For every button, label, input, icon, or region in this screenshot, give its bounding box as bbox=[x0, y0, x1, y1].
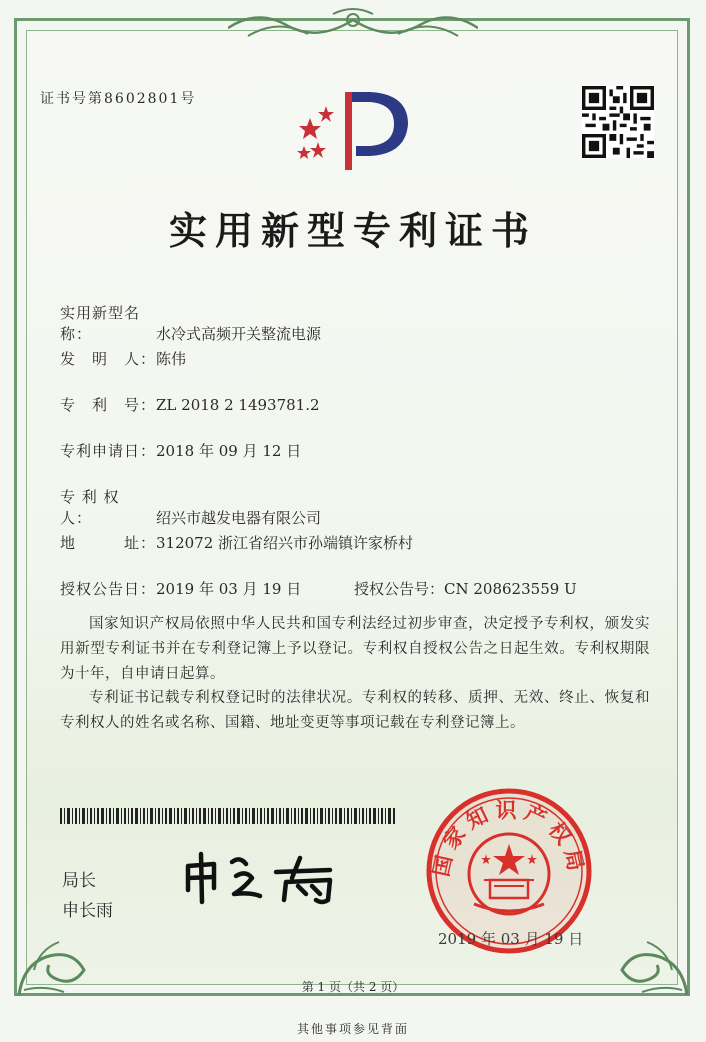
signatory-title: 局长 bbox=[62, 871, 96, 891]
field-grant-date-value: 2019 年 03 月 19 日 bbox=[156, 580, 302, 598]
field-inventor-label: 发 明 人： bbox=[60, 350, 157, 368]
field-grant-no-value: CN 208623559 U bbox=[444, 580, 577, 598]
svg-text:国家知识产权局: 国家知识产权局 bbox=[428, 798, 590, 879]
paragraph-1: 国家知识产权局依照中华人民共和国专利法经过初步审查，决定授予专利权，颁发实用新型专利证书并在专利登记簿上予以登记。专利权自授权公告之日起生效。专利权期限为十年，自申请日起算。 bbox=[60, 616, 650, 682]
field-patentee bbox=[60, 486, 321, 528]
field-patent-no bbox=[60, 394, 320, 415]
field-grant-no-label: 授权公告号： bbox=[354, 580, 445, 598]
field-address-label: 地 址： bbox=[60, 534, 157, 552]
field-filing-date bbox=[60, 440, 301, 461]
field-address bbox=[60, 532, 413, 553]
field-patent-no-value: ZL 2018 2 1493781.2 bbox=[156, 396, 320, 414]
page-number: 第 1 页（共 2 页） bbox=[301, 980, 405, 994]
field-address-value: 312072 浙江省绍兴市孙端镇许家桥村 bbox=[156, 534, 414, 552]
qr-code bbox=[582, 86, 654, 158]
certificate-title: 实用新型专利证书 bbox=[168, 208, 537, 253]
field-name-label: 实用新型名称： bbox=[60, 304, 141, 343]
field-filing-date-value: 2018 年 09 月 12 日 bbox=[156, 442, 302, 460]
barcode bbox=[60, 808, 396, 824]
field-grant-date-label: 授权公告日： bbox=[60, 580, 157, 598]
field-patentee-value: 绍兴市越发电器有限公司 bbox=[156, 509, 322, 527]
handwritten-signature bbox=[180, 848, 380, 908]
field-inventor bbox=[60, 348, 186, 369]
signatory-name: 申长雨 bbox=[62, 901, 113, 921]
field-patent-no-label: 专 利 号： bbox=[60, 396, 157, 414]
back-note: 其他事项参见背面 bbox=[296, 1022, 409, 1036]
seal-date: 2019 年 03 月 19 日 bbox=[438, 930, 584, 948]
field-name-value: 水冷式高频开关整流电源 bbox=[156, 325, 322, 343]
field-filing-date-label: 专利申请日： bbox=[60, 442, 157, 460]
field-inventor-value: 陈伟 bbox=[156, 350, 187, 368]
certificate-number: 证书号第8602801号 bbox=[40, 91, 197, 107]
field-grant-date bbox=[60, 578, 301, 599]
top-ornament bbox=[228, 6, 478, 46]
field-grant-no bbox=[354, 578, 577, 599]
patent-office-logo bbox=[290, 86, 420, 176]
field-name bbox=[60, 302, 321, 344]
paragraph-2: 专利证书记载专利权登记时的法律状况。专利权的转移、质押、无效、终止、恢复和专利权人的姓名或名称、国籍、地址变更等事项记载在专利登记簿上。 bbox=[60, 690, 650, 731]
field-patentee-label: 专 利 权 人： bbox=[60, 488, 120, 527]
